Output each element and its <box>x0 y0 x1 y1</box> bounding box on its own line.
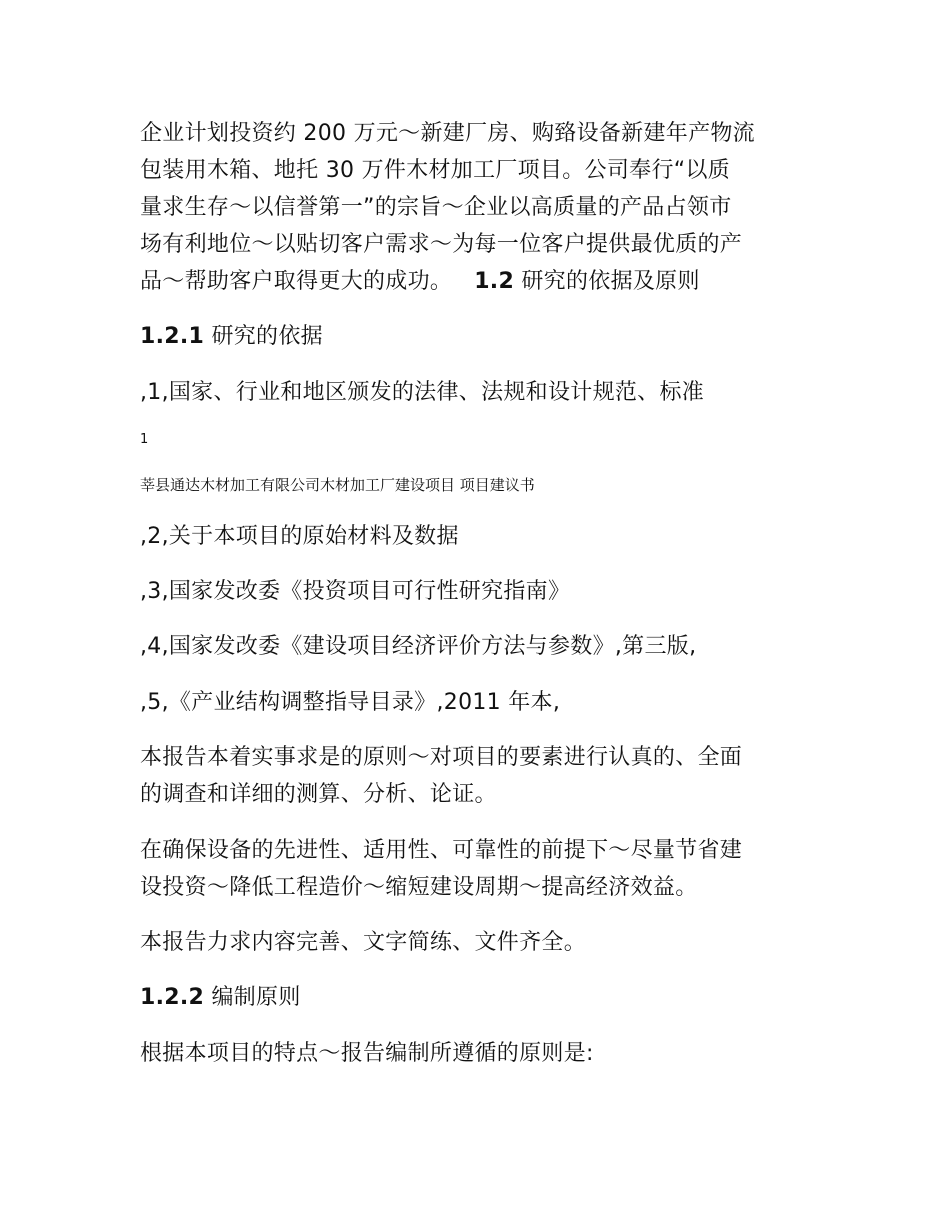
section-1-2-2-title: 编制原则 <box>211 985 301 1010</box>
basis-item-3: ,3,国家发改委《投资项目可行性研究指南》 <box>140 579 571 604</box>
intro-line-1: 企业计划投资约 200 万元～新建厂房、购臵设备新建年产物流 <box>140 121 755 146</box>
section-1-2-2-heading <box>140 980 301 1016</box>
basis-item-2: ,2,关于本项目的原始材料及数据 <box>140 524 459 549</box>
section-1-2-title: 研究的依据及原则 <box>521 269 700 294</box>
intro-line-2: 包装用木箱、地托 30 万件木材加工厂项目。公司奉行“以质 <box>140 158 731 183</box>
basis-item-5: ,5,《产业结构调整指导目录》,2011 年本, <box>140 690 561 715</box>
section-1-2-number: 1.2 <box>474 269 515 294</box>
paragraph-3: 本报告力求内容完善、文字简练、文件齐全。 <box>140 930 587 955</box>
paragraph-4: 根据本项目的特点～报告编制所遵循的原则是: <box>140 1041 594 1066</box>
basis-item-1: ,1,国家、行业和地区颁发的法律、法规和设计规范、标准 <box>140 380 705 405</box>
paragraph-1-line-1: 本报告本着实事求是的原则～对项目的要素进行认真的、全面 <box>140 745 743 770</box>
section-1-2-1-title: 研究的依据 <box>211 324 323 349</box>
section-1-2-1-heading <box>140 319 323 355</box>
paragraph-2-line-2: 设投资～降低工程造价～缩短建设周期～提高经济效益。 <box>140 875 698 900</box>
intro-line-4: 场有利地位～以贴切客户需求～为每一位客户提供最优质的产 <box>140 232 743 257</box>
intro-line-3: 量求生存～以信誉第一”的宗旨～企业以高质量的产品占领市 <box>140 195 732 220</box>
intro-line-5-text: 品～帮助客户取得更大的成功。 <box>140 269 453 294</box>
paragraph-1-line-2: 的调查和详细的测算、分析、论证。 <box>140 782 497 807</box>
basis-item-4: ,4,国家发改委《建设项目经济评价方法与参数》,第三版, <box>140 634 697 659</box>
section-1-2-1-number: 1.2.1 <box>140 324 205 349</box>
page-number: 1 <box>140 432 149 447</box>
paragraph-2-line-1: 在确保设备的先进性、适用性、可靠性的前提下～尽量节省建 <box>140 838 743 863</box>
running-header: 莘县通达木材加工有限公司木材加工厂建设项目 项目建议书 <box>140 476 535 494</box>
intro-line-5 <box>140 264 700 300</box>
section-1-2-2-number: 1.2.2 <box>140 985 205 1010</box>
